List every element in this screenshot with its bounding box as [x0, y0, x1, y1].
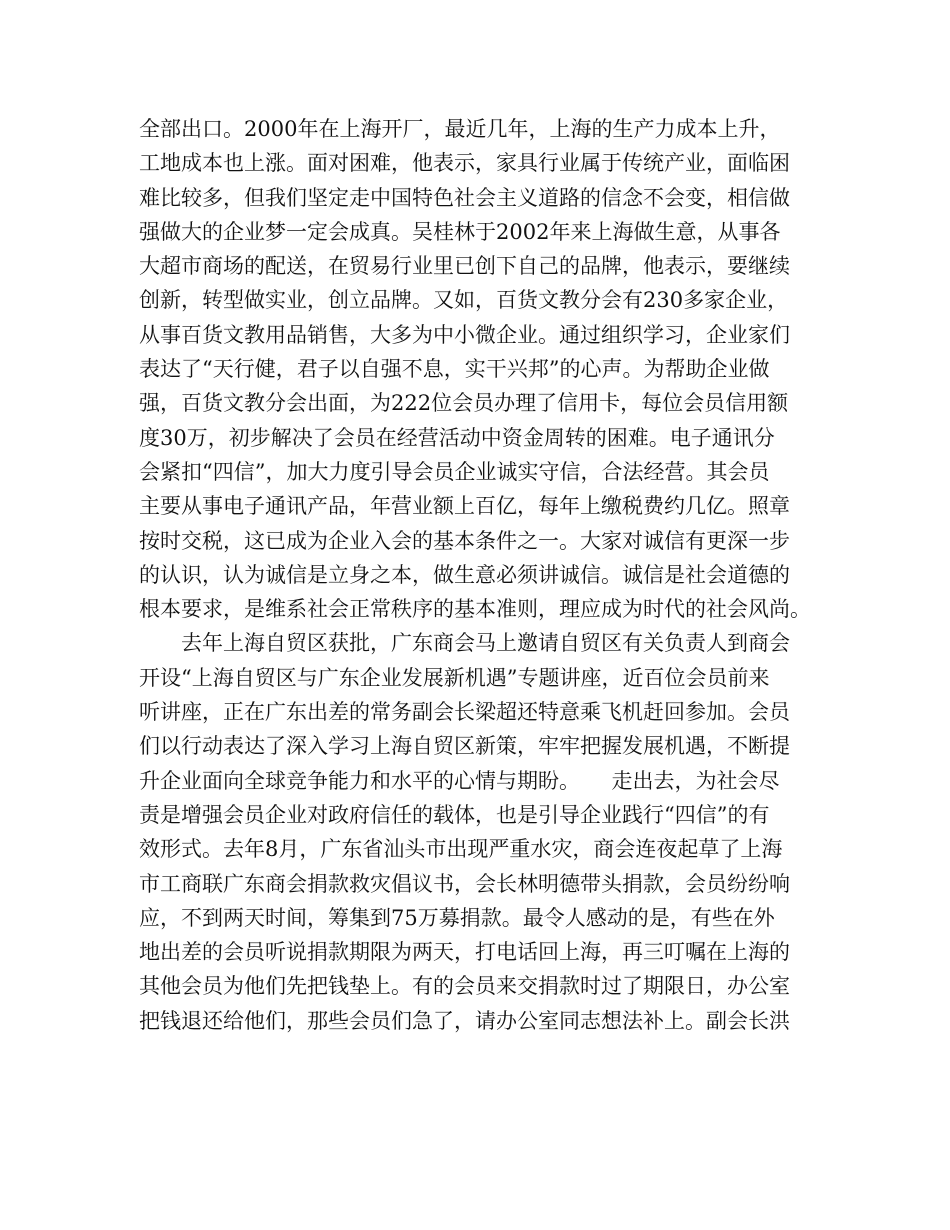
paragraph-start-line: 去年上海自贸区获批，广东商会马上邀请自贸区有关负责人到商会 [181, 631, 790, 656]
text-line: 地出差的会员听说捐款期限为两天，打电话回上海，再三叮嘱在上海的 [139, 940, 790, 965]
text-line: 全部出口。2000年在上海开厂，最近几年，上海的生产力成本上升， [139, 117, 781, 141]
text-line: 们以行动表达了深入学习上海自贸区新策，牢牢把握发展机遇，不断提 [139, 734, 790, 759]
text-line: 按时交税，这已成为企业入会的基本条件之一。大家对诚信有更深一步 [139, 528, 790, 553]
text-line: 度30万，初步解决了会员在经营活动中资金周转的困难。电子通讯分 [139, 425, 775, 450]
text-line: 工地成本也上涨。面对困难，他表示，家具行业属于传统产业，面临困 [139, 151, 790, 176]
text-line: 大超市商场的配送，在贸易行业里已创下自己的品牌，他表示，要继续 [139, 254, 790, 279]
text-line: 强做大的企业梦一定会成真。吴桂林于2002年来上海做生意，从事各 [139, 219, 781, 244]
text-line: 表达了“天行健，君子以自强不息，实干兴邦”的心声。为帮助企业做 [139, 357, 770, 382]
text-line: 效形式。去年8月，广东省汕头市出现严重水灾，商会连夜起草了上海 [139, 837, 783, 862]
text-line: 开设“上海自贸区与广东企业发展新机遇”专题讲座，近百位会员前来 [139, 665, 770, 690]
text-line: 听讲座，正在广东出差的常务副会长梁超还特意乘飞机赶回参加。会员 [139, 700, 790, 725]
text-line: 根本要求，是维系社会正常秩序的基本准则，理应成为时代的社会风尚。 [139, 597, 811, 622]
text-line: 难比较多，但我们坚定走中国特色社会主义道路的信念不会变，相信做 [139, 185, 790, 210]
text-line: 主要从事电子通讯产品，年营业额上百亿，每年上缴税费约几亿。照章 [139, 494, 790, 519]
text-line: 把钱退还给他们，那些会员们急了，请办公室同志想法补上。副会长洪 [139, 1008, 790, 1033]
text-line: 其他会员为他们先把钱垫上。有的会员来交捐款时过了期限日，办公室 [139, 974, 790, 999]
text-line: 强，百货文教分会出面，为222位会员办理了信用卡，每位会员信用额 [139, 391, 789, 416]
text-line: 升企业面向全球竞争能力和水平的心情与期盼。 走出去，为社会尽 [139, 768, 780, 793]
text-line: 会紧扣“四信”，加大力度引导会员企业诚实守信，合法经营。其会员 [139, 459, 770, 484]
body-text [139, 112, 829, 1038]
text-line: 市工商联广东商会捐款救灾倡议书，会长林明德带头捐款，会员纷纷响 [139, 871, 790, 896]
text-line: 创新，转型做实业，创立品牌。又如，百货文教分会有230多家企业， [139, 288, 789, 313]
text-line: 的认识，认为诚信是立身之本，做生意必须讲诚信。诚信是社会道德的 [139, 562, 790, 587]
text-line: 责是增强会员企业对政府信任的载体，也是引导企业践行“四信”的有 [139, 802, 770, 827]
text-line: 从事百货文教用品销售，大多为中小微企业。通过组织学习，企业家们 [139, 322, 790, 347]
text-line: 应，不到两天时间，筹集到75万募捐款。最令人感动的是，有些在外 [139, 905, 775, 930]
